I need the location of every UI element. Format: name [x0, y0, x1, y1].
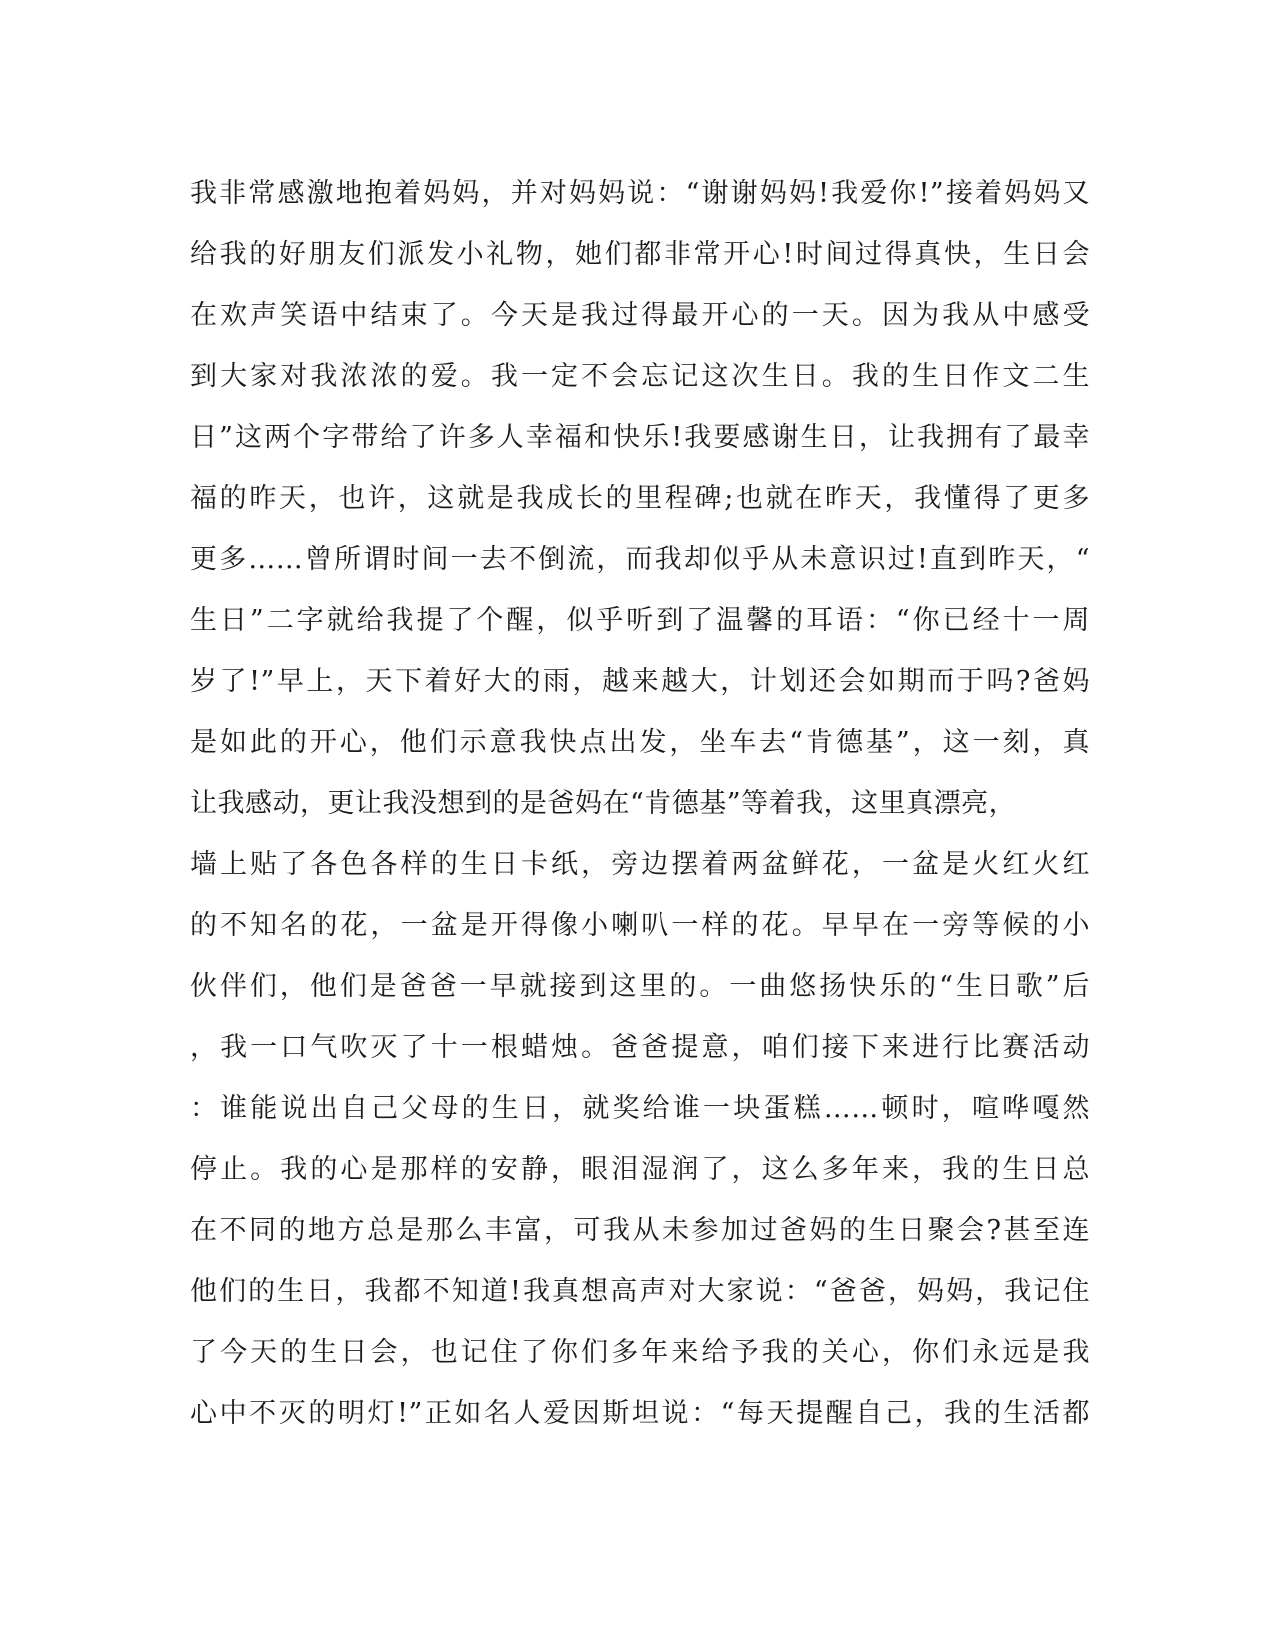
- text-line: 给我的好朋友们派发小礼物，她们都非常开心!时间过得真快，生日会: [190, 239, 1090, 270]
- text-line: 生日”二字就给我提了个醒，似乎听到了温馨的耳语：“你已经十一周: [190, 605, 1090, 636]
- essay-body: [190, 163, 1090, 1444]
- text-line: 是如此的开心，他们示意我快点出发，坐车去“肯德基”，这一刻，真: [190, 727, 1090, 758]
- text-line: 到大家对我浓浓的爱。我一定不会忘记这次生日。我的生日作文二生: [190, 361, 1090, 392]
- text-line: 墙上贴了各色各样的生日卡纸，旁边摆着两盆鲜花，一盆是火红火红: [190, 849, 1090, 880]
- text-line: 日”这两个字带给了许多人幸福和快乐!我要感谢生日，让我拥有了最幸: [190, 422, 1090, 453]
- text-line: 的不知名的花，一盆是开得像小喇叭一样的花。早早在一旁等候的小: [190, 910, 1090, 941]
- text-line: 伙伴们，他们是爸爸一早就接到这里的。一曲悠扬快乐的“生日歌”后: [190, 971, 1090, 1002]
- text-line: 福的昨天，也许，这就是我成长的里程碑;也就在昨天，我懂得了更多: [190, 483, 1090, 514]
- text-line: 岁了!”早上，天下着好大的雨，越来越大，计划还会如期而于吗?爸妈: [190, 666, 1090, 697]
- text-line: 了今天的生日会，也记住了你们多年来给予我的关心，你们永远是我: [190, 1337, 1090, 1368]
- text-line: ：谁能说出自己父母的生日，就奖给谁一块蛋糕……顿时，喧哗嘎然: [190, 1093, 1090, 1124]
- text-line: 让我感动，更让我没想到的是爸妈在“肯德基”等着我，这里真漂亮，: [190, 788, 1017, 819]
- text-line: 心中不灭的明灯!”正如名人爱因斯坦说：“每天提醒自己，我的生活都: [190, 1398, 1090, 1429]
- text-line: 他们的生日，我都不知道!我真想高声对大家说：“爸爸，妈妈，我记住: [190, 1276, 1090, 1307]
- text-line: 在不同的地方总是那么丰富，可我从未参加过爸妈的生日聚会?甚至连: [190, 1215, 1090, 1246]
- text-line: 更多……曾所谓时间一去不倒流，而我却似乎从未意识过!直到昨天，“: [190, 544, 1090, 575]
- text-line: 停止。我的心是那样的安静，眼泪湿润了，这么多年来，我的生日总: [190, 1154, 1090, 1185]
- text-line: ，我一口气吹灭了十一根蜡烛。爸爸提意，咱们接下来进行比赛活动: [190, 1032, 1090, 1063]
- text-line: 我非常感激地抱着妈妈，并对妈妈说：“谢谢妈妈!我爱你!”接着妈妈又: [190, 178, 1090, 209]
- text-line: 在欢声笑语中结束了。今天是我过得最开心的一天。因为我从中感受: [190, 300, 1090, 331]
